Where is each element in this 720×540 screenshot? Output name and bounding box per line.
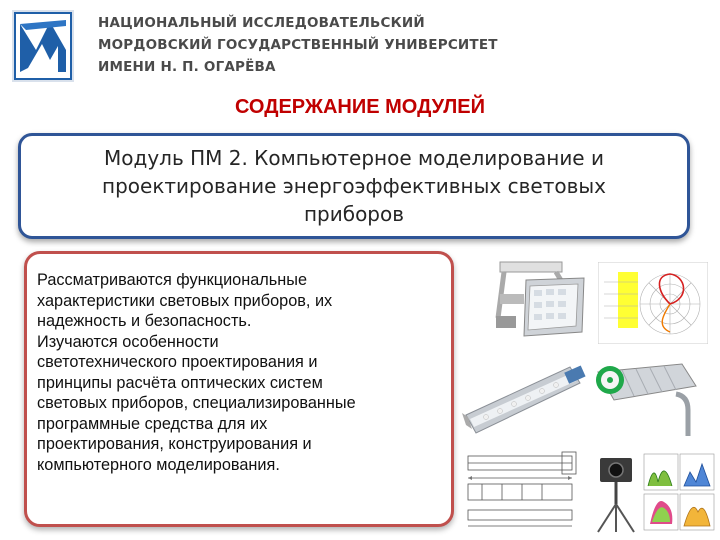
- measurement-device-image: [590, 452, 642, 534]
- description-line: надежность и безопасность.: [37, 312, 252, 330]
- module-title-line-1: Модуль ПМ 2. Компьютерное моделирование и: [104, 146, 604, 170]
- description-line: программные средства для их: [37, 414, 268, 433]
- university-name: [98, 12, 498, 78]
- module-title-line-3: приборов: [303, 202, 405, 226]
- description-box: [24, 251, 454, 527]
- description-line: проектирования, конструирования и: [37, 435, 312, 453]
- university-logo-icon: [12, 10, 74, 82]
- description-line: Рассматриваются функциональные: [37, 271, 307, 289]
- description-line: принципы расчёта оптических систем: [37, 373, 323, 392]
- module-title-line-2: проектирование энергоэффективных световых: [102, 174, 606, 198]
- university-name-line-1: НАЦИОНАЛЬНЫЙ ИССЛЕДОВАТЕЛЬСКИЙ: [98, 15, 425, 31]
- linear-luminaire-image: [462, 355, 588, 443]
- technical-drawing-image: [462, 448, 586, 534]
- description-line: компьютерного моделирования.: [37, 455, 280, 474]
- description-line: Изучаются особенности: [37, 332, 219, 351]
- section-title: СОДЕРЖАНИЕ МОДУЛЕЙ: [234, 96, 485, 118]
- university-name-line-2: МОРДОВСКИЙ ГОСУДАРСТВЕННЫЙ УНИВЕРСИТЕТ: [98, 37, 498, 53]
- description-line: световых приборов, специализированные: [37, 394, 356, 412]
- street-light-image: [592, 350, 712, 436]
- description-text: [37, 270, 445, 475]
- spectrum-charts-image: [642, 452, 716, 534]
- header: [0, 0, 498, 92]
- description-line: светотехнического проектирования и: [37, 353, 318, 371]
- floodlight-image: [490, 258, 590, 348]
- description-line: характеристики световых приборов, их: [37, 291, 333, 310]
- module-title-box: [18, 133, 690, 239]
- university-name-line-3: ИМЕНИ Н. П. ОГАРЁВА: [98, 59, 276, 75]
- module-title: [92, 144, 616, 228]
- photometric-diagram-image: [598, 262, 708, 344]
